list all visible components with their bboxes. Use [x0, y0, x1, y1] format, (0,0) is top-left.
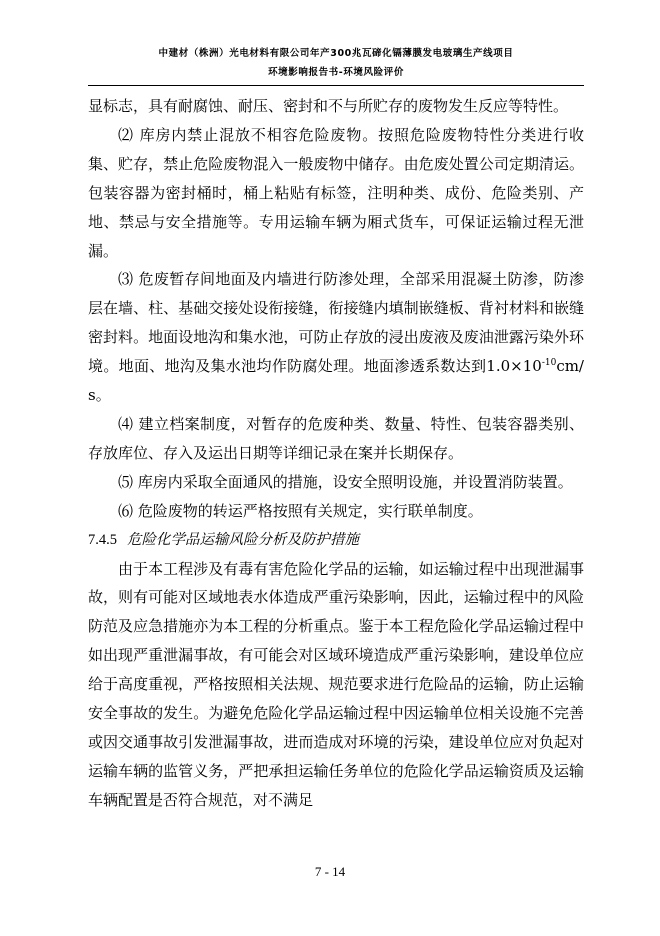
paragraph-item-4: ⑷ 建立档案制度，对暂存的危废种类、数量、特性、包装容器类别、存放库位、存入及运出日期等详细记录在案并长期保存。 [88, 414, 584, 462]
paragraph-item-6: ⑹ 危险废物的转运严格按照有关规定，实行联单制度。 [118, 501, 483, 520]
section-number: 7.4.5 [88, 531, 117, 548]
page-header [88, 44, 584, 82]
header-divider [88, 85, 584, 86]
paragraph-item-3 [88, 265, 584, 410]
section-heading [88, 526, 584, 555]
page-number: 7 - 14 [314, 864, 346, 879]
header-project-title: 中建材（株洲）光电材料有限公司年产300兆瓦碲化镉薄膜发电玻璃生产线项目 [158, 48, 514, 59]
paragraph-item-3-end: 。 [95, 386, 111, 405]
paragraph-transport-risk: 由于本工程涉及有毒有害危险化学品的运输，如运输过程中出现泄漏事故，则有可能对区域地表水体造成严重污染影响，因此，运输过程中的风险防范及应急措施亦为本工程的分析重点。鉴于本工程危险化学品运输过程中如出现严重泄漏事故，有可能会对区域环境造成严重污染影响，建设单位应给于高度重视，严格按照相关法规、规范要求进行危险品的运输，防止运输安全事故的发生。为避免危险化学品运输过程中因运输单位相关设施不完善或因交通事故引发泄漏事故，进而造成对环境的污染，建设单位应对负起对运输车辆的监管义务，严把承担运输任务单位的危险化学品运输资质及运输车辆配置是否符合规范，对不满足 [88, 559, 584, 809]
permeability-value: 1.0×10 [486, 357, 542, 376]
permeability-exponent: -10 [541, 358, 557, 369]
section-title: 危险化学品运输风险分析及防护措施 [127, 531, 359, 548]
paragraph-item-2: ⑵ 库房内禁止混放不相容危险废物。按照危险废物特性分类进行收集、贮存，禁止危险废物混入一般废物中储存。由危废处置公司定期清运。包装容器为密封桶时，桶上粘贴有标签，注明种类、成份、危险类别、产地、禁忌与安全措施等。专用运输车辆为厢式货车，可保证运输过程无泄漏。 [88, 125, 584, 260]
header-report-title: 环境影响报告书-环境风险评价 [268, 67, 404, 78]
document-body [88, 92, 584, 815]
paragraph-item-5: ⑸ 库房内采取全面通风的措施，设安全照明设施，并设置消防装置。 [118, 472, 573, 491]
paragraph-continued: 显标志，具有耐腐蚀、耐压、密封和不与所贮存的废物发生反应等特性。 [88, 97, 569, 115]
paragraph-item-3-text: ⑶ 危废暂存间地面及内墙进行防渗处理，全部采用混凝土防渗，防渗层在墙、柱、基础交接处设衔接缝，衔接缝内填制嵌缝板、背衬材料和嵌缝密封料。地面设地沟和集水池，可防止存放的浸出废液及废油泄露污染外环境。地面、地沟及集水池均作防腐处理。地面渗透系数达到 [88, 270, 584, 376]
permeability-unit: cm/s [88, 357, 584, 405]
